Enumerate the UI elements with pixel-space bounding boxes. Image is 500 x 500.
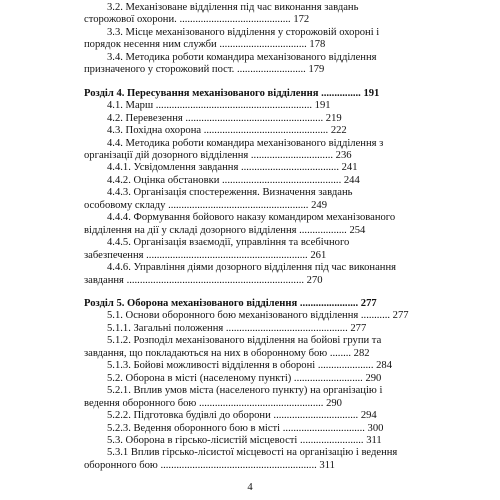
toc-line [84, 162, 408, 174]
toc-line-text: завдання ................................................................... 270 [84, 274, 323, 286]
section-gap [84, 287, 408, 298]
toc-line-text: завдання, що покладаються на них в оборонному бою ........ 282 [84, 347, 370, 359]
toc-line [84, 398, 408, 410]
toc-line-text: 5.3. Оборона в гірсько-лісистій місцевості ........................ 311 [107, 434, 382, 446]
toc-line [84, 275, 408, 287]
toc-line [84, 125, 408, 137]
toc-line-text: відділення на дії у складі дозорного відділення .................. 254 [84, 224, 366, 236]
toc-line-text: 4.4.2. Оцінка обстановки ............................................. 244 [107, 174, 360, 186]
toc-line [84, 237, 408, 249]
toc-line-text: 5.2.1. Вплив умов міста (населеного пункту) на організацію і [107, 385, 383, 397]
toc-line-text: 5.3.1 Вплив гірсько-лісистої місцевості на організацію і ведення [107, 447, 398, 459]
toc-line [84, 27, 408, 39]
toc-line-text: Розділ 4. Пересування механізованого відділення ............... 191 [84, 87, 380, 99]
toc-line-text: 4.3. Похідна охорона ............................................... 222 [107, 125, 347, 137]
toc-line [84, 100, 408, 112]
toc-line [84, 39, 408, 51]
toc-line-text: 5.2.2. Підготовка будівлі до оборони ................................ 294 [107, 410, 377, 422]
toc-line [84, 200, 408, 212]
toc-line [84, 14, 408, 26]
toc-line-text: 5.1.3. Бойові можливості відділення в обороні ..................... 284 [107, 360, 393, 372]
toc-line [84, 250, 408, 262]
toc-line-text: 5.1.1. Загальні положення .............................................. 277 [107, 322, 367, 334]
section-gap [84, 77, 408, 88]
toc-line-text: організації дій дозорного відділення ............................... 236 [84, 149, 352, 161]
toc-line [84, 385, 408, 397]
toc-line-text: 5.1. Основи оборонного бою механізованого відділення ........... 277 [107, 310, 409, 322]
toc-line [84, 410, 408, 422]
toc-line [84, 323, 408, 335]
toc-line [84, 262, 408, 274]
toc-line-text: ведення оборонного бою ............................................... 290 [84, 397, 342, 409]
toc-line [84, 113, 408, 125]
toc-chapter-heading [84, 88, 408, 100]
toc-line-text: 4.4.4. Формування бойового наказу командиром механізованого [107, 212, 396, 224]
toc-line [84, 423, 408, 435]
toc-line [84, 373, 408, 385]
toc-line-text: 5.1.2. Розподіл механізованого відділення на бойові групи та [107, 335, 382, 347]
toc-line-text: 4.2. Перевезення .................................................... 219 [107, 112, 342, 124]
toc-line [84, 64, 408, 76]
toc-line [84, 212, 408, 224]
toc-line [84, 52, 408, 64]
page-number: 4 [247, 482, 253, 493]
toc-line [84, 360, 408, 372]
toc-line-text: особовому складу ..................................................... 249 [84, 199, 327, 211]
toc-line [84, 310, 408, 322]
toc-line [84, 447, 408, 459]
toc-line-text: 3.2. Механізоване відділення під час виконання завдань [107, 2, 359, 13]
toc-line [84, 435, 408, 447]
toc-line [84, 460, 408, 472]
toc-line-text: порядок несення ним служби ................................. 178 [84, 39, 326, 51]
toc-line-text: 4.4.5. Організація взаємодії, управління та всебічного [107, 237, 350, 249]
toc-line-text: 5.2. Оборона в місті (населеному пункті) .......................... 290 [107, 372, 382, 384]
toc-line-text: сторожової охорони. .......................................... 172 [84, 14, 310, 26]
toc-line-text: оборонного бою ........................................................... 311 [84, 459, 335, 471]
toc-line-text: 3.4. Методика роботи командира механізованого відділення [107, 51, 377, 63]
toc-line [84, 348, 408, 360]
toc-line-text: призначеного у сторожовий пост. .......................... 179 [84, 64, 325, 76]
toc-line-text: 4.1. Марш ........................................................... 191 [107, 100, 331, 112]
toc-line-text: 4.4.3. Організація спостереження. Визначення завдань [107, 187, 353, 199]
toc-line [84, 175, 408, 187]
toc-line-text: 4.4.6. Управління діями дозорного відділення під час виконання [107, 262, 397, 274]
table-of-contents [84, 2, 408, 472]
toc-line [84, 187, 408, 199]
toc-line [84, 225, 408, 237]
toc-line [84, 150, 408, 162]
toc-chapter-heading [84, 298, 408, 310]
toc-line-text: 5.2.3. Ведення оборонного бою в місті ............................... 300 [107, 422, 384, 434]
toc-line [84, 138, 408, 150]
toc-line-text: 4.4. Методика роботи командира механізованого відділення з [107, 137, 384, 149]
toc-line-text: 4.4.1. Усвідомлення завдання ..................................... 241 [107, 162, 358, 174]
toc-line-text: забезпечення ............................................................. 261 [84, 249, 327, 261]
toc-line [84, 2, 408, 14]
toc-line [84, 335, 408, 347]
toc-line-text: Розділ 5. Оборона механізованого відділення ...................... 277 [84, 297, 377, 309]
toc-line-text: 3.3. Місце механізованого відділення у сторожовій охороні і [107, 26, 380, 38]
